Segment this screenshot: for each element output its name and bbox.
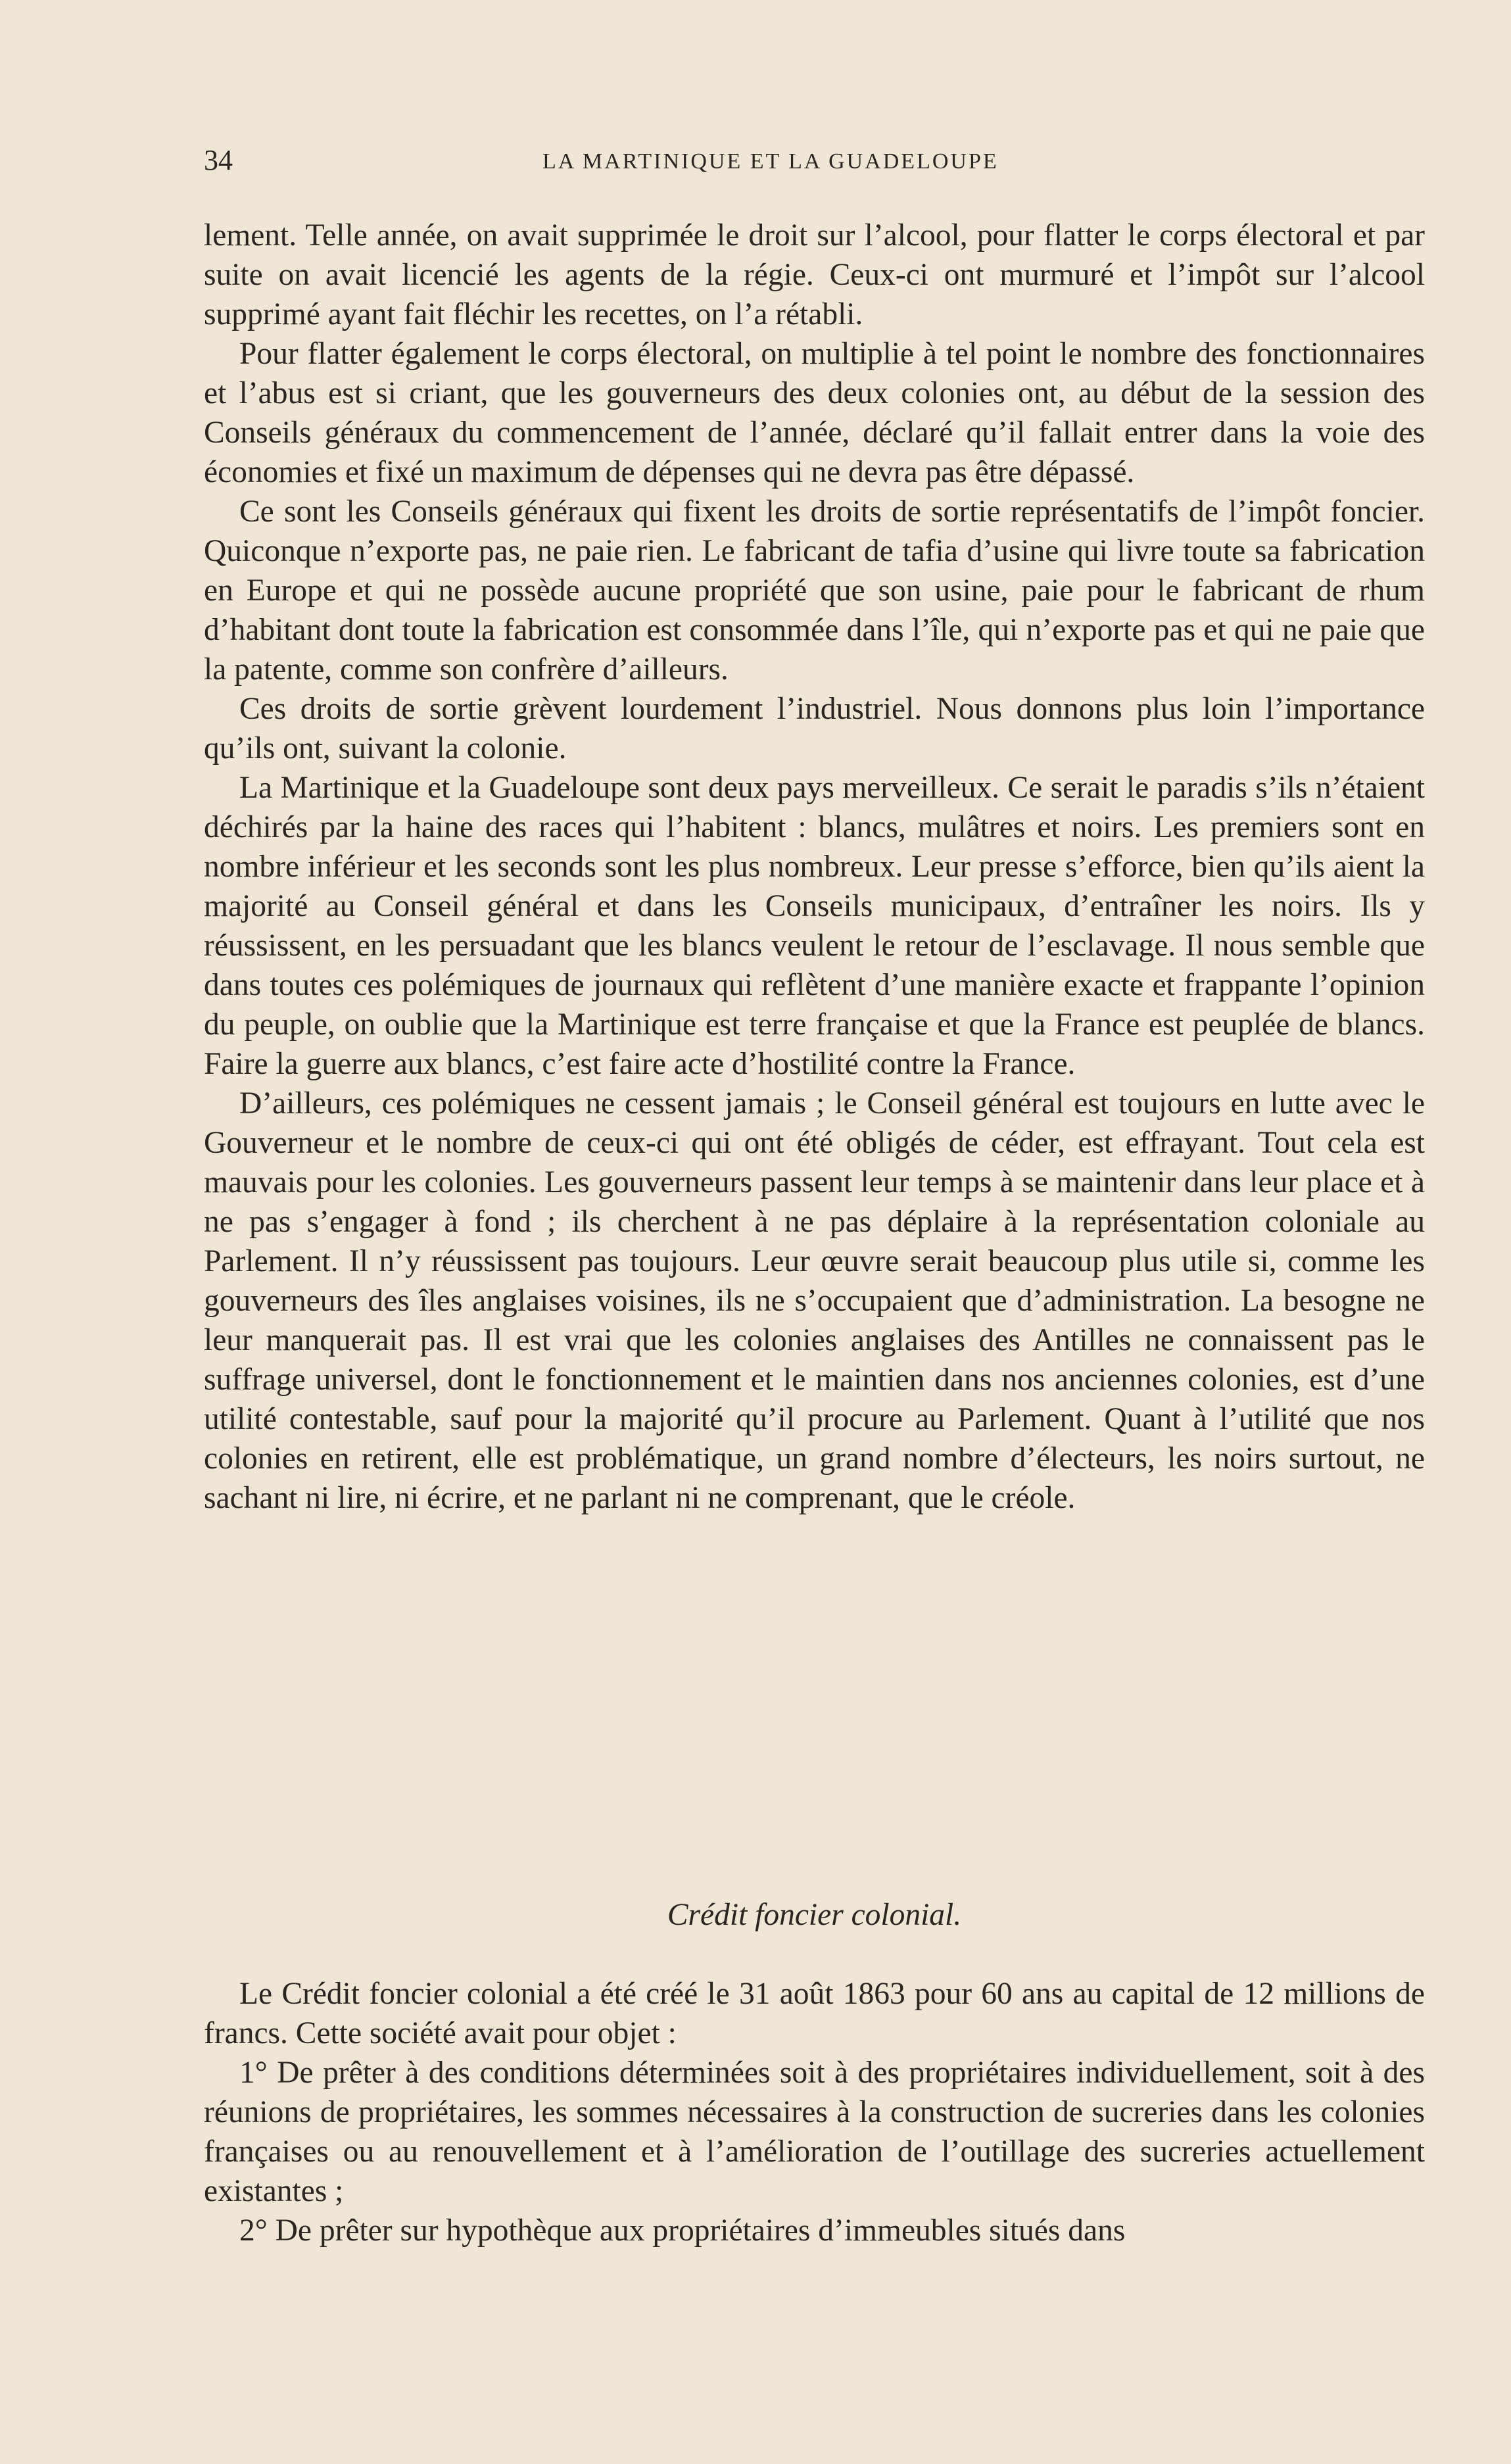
paragraph: Pour flatter également le corps électoral, on multiplie à tel point le nombre des fonctionnaires et l’abus est si criant, que les gouverneurs des deux colonies ont, au début de la session des Conseils généraux du commencement de l’année, déclaré qu’il fallait entrer dans la voie des économies et fixé un maximum de dépenses qui ne devra pas être dépassé. bbox=[204, 337, 1425, 489]
paragraph: 1° De prêter à des conditions déterminées soit à des propriétaires individuellement, soit à des réunions de propriétaires, les sommes nécessaires à la construction de sucreries dans les colonies françaises ou au renouvellement et à l’amélioration de l’outillage des sucreries actuellement existantes ; bbox=[204, 2056, 1425, 2208]
running-title: LA MARTINIQUE ET LA GUADELOUPE bbox=[542, 149, 999, 174]
paragraph: D’ailleurs, ces polémiques ne cessent jamais ; le Conseil général est toujours en lutte avec le Gouverneur et le nombre de ceux-ci qui ont été obligés de céder, est effrayant. Tout cela est mauvais pour les colonies. Les gouverneurs passent leur temps à se maintenir dans leur place et à ne pas s’engager à fond ; ils cherchent à ne pas déplaire à la représentation coloniale au Parlement. Il n’y réussissent pas toujours. Leur œuvre serait beaucoup plus utile si, comme les gouverneurs des îles anglaises voisines, ils ne s’occupaient que d’administration. La besogne ne leur manquerait pas. Il est vrai que les colonies anglaises des Antilles ne connaissent pas le suffrage universel, dont le fonctionnement et le maintien dans nos anciennes colonies, est d’une utilité contestable, sauf pour la majorité qu’il procure au Parlement. Quant à l’utilité que nos colonies en retirent, elle est problématique, un grand nombre d’électeurs, les noirs surtout, ne sachant ni lire, ni écrire, et ne parlant ni ne comprenant, que le créole. bbox=[204, 1086, 1425, 1515]
paragraph: lement. Telle année, on avait supprimée le droit sur l’alcool, pour flatter le corps électoral et par suite on avait licencié les agents de la régie. Ceux-ci ont murmuré et l’impôt sur l’alcool supprimé ayant fait fléchir les recettes, on l’a rétabli. bbox=[204, 218, 1425, 331]
paragraph: Ces droits de sortie grèvent lourdement l’industriel. Nous donnons plus loin l’importance qu’ils ont, suivant la colonie. bbox=[204, 692, 1425, 765]
paragraph: Ce sont les Conseils généraux qui fixent les droits de sortie représentatifs de l’impôt foncier. Quiconque n’exporte pas, ne paie rien. Le fabricant de tafia d’usine qui livre toute sa fabrication en Europe et qui ne possède aucune propriété que son usine, paie pour le fabricant de rhum d’habitant dont toute la fabrication est consommée dans l’île, qui n’exporte pas et qui ne paie que la patente, comme son confrère d’ailleurs. bbox=[204, 495, 1425, 687]
page-number: 34 bbox=[204, 144, 233, 176]
section-heading: Crédit foncier colonial. bbox=[667, 1898, 962, 1932]
paragraph: 2° De prêter sur hypothèque aux propriétaires d’immeubles situés dans bbox=[239, 2213, 1126, 2248]
body-text bbox=[204, 216, 1425, 1518]
section-text bbox=[204, 1974, 1425, 2250]
paragraph: La Martinique et la Guadeloupe sont deux pays merveilleux. Ce serait le paradis s’ils n’étaient déchirés par la haine des races qui l’habitent : blancs, mulâtres et noirs. Les premiers sont en nombre inférieur et les seconds sont les plus nombreux. Leur presse s’efforce, bien qu’ils aient la majorité au Conseil général et dans les Conseils municipaux, d’entraîner les noirs. Ils y réussissent, en les persuadant que les blancs veulent le retour de l’esclavage. Il nous semble que dans toutes ces polémiques de journaux qui reflètent d’une manière exacte et frappante l’opinion du peuple, on oublie que la Martinique est terre française et que la France est peuplée de blancs. Faire la guerre aux blancs, c’est faire acte d’hostilité contre la France. bbox=[204, 771, 1425, 1081]
paragraph: Le Crédit foncier colonial a été créé le 31 août 1863 pour 60 ans au capital de 12 millions de francs. Cette société avait pour objet : bbox=[204, 1977, 1425, 2050]
running-head bbox=[204, 141, 1424, 180]
